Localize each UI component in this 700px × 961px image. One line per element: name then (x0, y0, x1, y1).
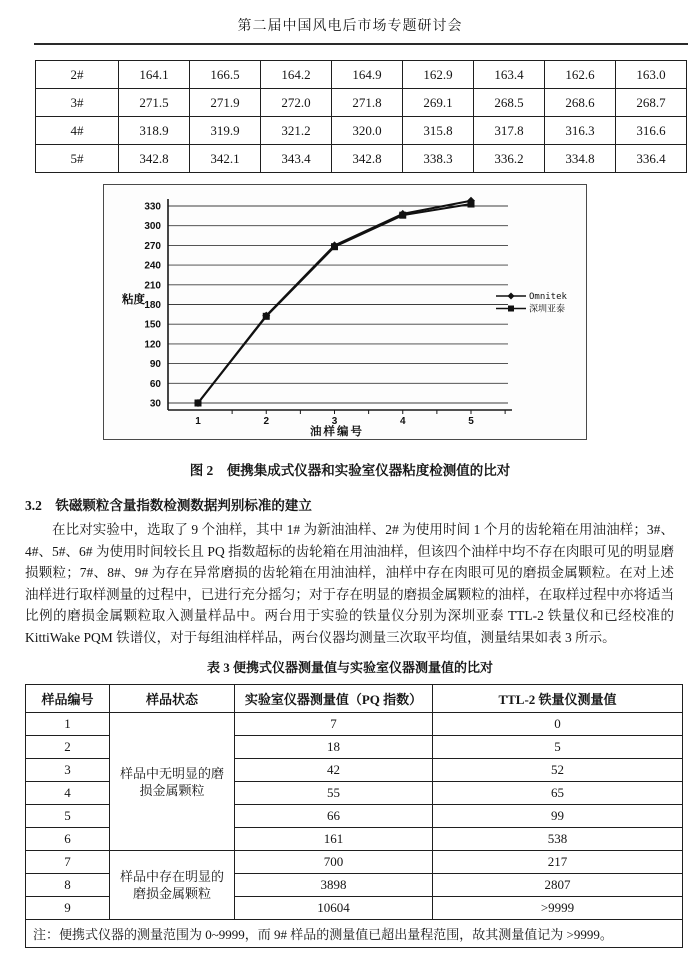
pq-value-cell: 3898 (235, 874, 433, 897)
y-tick-label: 300 (144, 221, 161, 233)
chart-legend (496, 292, 568, 315)
sample-id-cell: 4# (36, 117, 119, 145)
table3-row (26, 851, 683, 874)
viscosity-value-cell: 271.9 (190, 89, 261, 117)
y-tick-label: 30 (149, 398, 161, 410)
sample-number-cell: 3 (26, 759, 110, 782)
ttl-value-cell: 52 (433, 759, 683, 782)
viscosity-value-cell: 317.8 (474, 117, 545, 145)
ttl-value-cell: 65 (433, 782, 683, 805)
viscosity-value-cell: 268.6 (545, 89, 616, 117)
sample-number-cell: 6 (26, 828, 110, 851)
viscosity-value-cell: 319.9 (190, 117, 261, 145)
series-omnitek (194, 197, 475, 407)
sample-number-cell: 1 (26, 713, 110, 736)
x-tick-label: 1 (195, 416, 201, 427)
y-tick-label: 90 (149, 359, 161, 371)
x-tick-label: 2 (263, 416, 270, 427)
ttl-value-cell: 2807 (433, 874, 683, 897)
table3-header-cell: 样品状态 (110, 685, 235, 713)
table3-header-row (26, 685, 683, 713)
viscosity-value-cell: 162.9 (403, 61, 474, 89)
sample-status-cell: 样品中存在明显的磨损金属颗粒 (110, 851, 235, 920)
sample-status-cell: 样品中无明显的磨损金属颗粒 (110, 713, 235, 851)
viscosity-value-cell: 272.0 (261, 89, 332, 117)
chart-gridlines (144, 202, 508, 410)
sample-id-cell: 3# (36, 89, 119, 117)
x-axis-label: 油样编号 (310, 426, 364, 438)
viscosity-value-cell: 271.5 (119, 89, 190, 117)
y-tick-label: 120 (144, 339, 161, 351)
y-tick-label: 60 (149, 378, 161, 390)
viscosity-value-cell: 343.4 (261, 145, 332, 173)
comparison-table (25, 684, 683, 948)
viscosity-row (36, 61, 687, 89)
x-tick-label: 5 (468, 416, 474, 427)
ttl-value-cell: 217 (433, 851, 683, 874)
ttl-value-cell: 5 (433, 736, 683, 759)
sample-number-cell: 8 (26, 874, 110, 897)
viscosity-value-cell: 318.9 (119, 117, 190, 145)
sample-number-cell: 9 (26, 897, 110, 920)
viscosity-value-cell: 271.8 (332, 89, 403, 117)
viscosity-value-cell: 336.4 (616, 145, 687, 173)
pq-value-cell: 10604 (235, 897, 433, 920)
viscosity-chart-svg (104, 185, 586, 439)
viscosity-value-cell: 338.3 (403, 145, 474, 173)
x-tick-label: 4 (399, 416, 406, 427)
y-tick-label: 210 (144, 280, 161, 292)
viscosity-row (36, 89, 687, 117)
legend-label: Omnitek (529, 292, 567, 302)
viscosity-value-cell: 164.9 (332, 61, 403, 89)
legend-label: 深圳亚泰 (529, 304, 566, 315)
viscosity-value-cell: 162.6 (545, 61, 616, 89)
chart-axes (121, 199, 512, 438)
viscosity-value-cell: 342.8 (332, 145, 403, 173)
viscosity-value-cell: 164.2 (261, 61, 332, 89)
viscosity-value-cell: 334.8 (545, 145, 616, 173)
pq-value-cell: 42 (235, 759, 433, 782)
ttl-value-cell: 538 (433, 828, 683, 851)
table3-row (26, 713, 683, 736)
viscosity-value-cell: 269.1 (403, 89, 474, 117)
table3-header-cell: 样品编号 (26, 685, 110, 713)
pq-value-cell: 55 (235, 782, 433, 805)
viscosity-value-cell: 164.1 (119, 61, 190, 89)
table3-header-cell: 实验室仪器测量值（PQ 指数） (235, 685, 433, 713)
y-tick-label: 240 (144, 260, 161, 272)
viscosity-table (35, 60, 687, 173)
table3-caption: 表 3 便携式仪器测量值与实验室仪器测量值的比对 (206, 660, 493, 675)
viscosity-value-cell: 336.2 (474, 145, 545, 173)
viscosity-value-cell: 316.6 (616, 117, 687, 145)
sample-number-cell: 2 (26, 736, 110, 759)
sample-number-cell: 4 (26, 782, 110, 805)
table3-header-cell: TTL-2 铁量仪测量值 (433, 685, 683, 713)
y-axis-label: 粘度 (122, 294, 145, 306)
viscosity-value-cell: 166.5 (190, 61, 261, 89)
table3-note-row (26, 920, 683, 948)
viscosity-value-cell: 342.8 (119, 145, 190, 173)
viscosity-value-cell: 315.8 (403, 117, 474, 145)
y-tick-label: 270 (144, 240, 161, 252)
pq-value-cell: 18 (235, 736, 433, 759)
viscosity-chart (103, 184, 587, 440)
viscosity-row (36, 117, 687, 145)
viscosity-row (36, 145, 687, 173)
viscosity-value-cell: 321.2 (261, 117, 332, 145)
viscosity-value-cell: 268.5 (474, 89, 545, 117)
viscosity-value-cell: 163.4 (474, 61, 545, 89)
viscosity-value-cell: 316.3 (545, 117, 616, 145)
ttl-value-cell: 0 (433, 713, 683, 736)
ttl-value-cell: >9999 (433, 897, 683, 920)
section-heading: 3.2 铁磁颗粒含量指数检测数据判别标准的建立 (25, 498, 312, 513)
sample-number-cell: 5 (26, 805, 110, 828)
sample-id-cell: 2# (36, 61, 119, 89)
x-tick-label: 3 (331, 416, 338, 427)
viscosity-value-cell: 342.1 (190, 145, 261, 173)
sample-number-cell: 7 (26, 851, 110, 874)
series-shenzhen-yatai (195, 201, 475, 407)
y-tick-label: 150 (144, 319, 161, 331)
y-tick-label: 330 (144, 201, 161, 213)
pq-value-cell: 7 (235, 713, 433, 736)
viscosity-value-cell: 320.0 (332, 117, 403, 145)
sample-id-cell: 5# (36, 145, 119, 173)
body-paragraph: 在比对实验中，选取了 9 个油样，其中 1# 为新油油样、2# 为使用时间 1 个月的齿轮箱在用油油样；3#、4#、5#、6# 为使用时间较长且 PQ 指数超标的齿轮箱在用油油样，但该四个油样中均不存在肉眼可见的明显磨损颗粒；7#、8#、9# 为存在异常磨损的齿轮箱在用油油样，油样中存在肉眼可见的磨损金属颗粒。在对上述油样进行取样测量的过程中，已进行充分摇匀；对于存在明显的磨损金属颗粒的油样，在取样过程中亦将适当比例的磨损金属颗粒取入测量样品中。两台用于实验的铁量仪分别为深圳亚泰 TTL-2 铁量仪和已经校准的 KittiWake PQM 铁谱仪，对于每组油样样品，两台仪器均测量三次取平均值，测量结果如表 3 所示。 (25, 522, 674, 645)
viscosity-value-cell: 268.7 (616, 89, 687, 117)
y-tick-label: 180 (144, 300, 161, 311)
ttl-value-cell: 99 (433, 805, 683, 828)
header-divider (34, 43, 688, 45)
viscosity-value-cell: 163.0 (616, 61, 687, 89)
conference-title: 第二届中国风电后市场专题研讨会 (237, 19, 463, 34)
figure2-caption: 图 2 便携集成式仪器和实验室仪器粘度检测值的比对 (189, 463, 511, 478)
pq-value-cell: 700 (235, 851, 433, 874)
table3-note: 注：便携式仪器的测量范围为 0~9999，而 9# 样品的测量值已超出量程范围，故其测量值记为 >9999。 (26, 920, 683, 948)
pq-value-cell: 66 (235, 805, 433, 828)
pq-value-cell: 161 (235, 828, 433, 851)
